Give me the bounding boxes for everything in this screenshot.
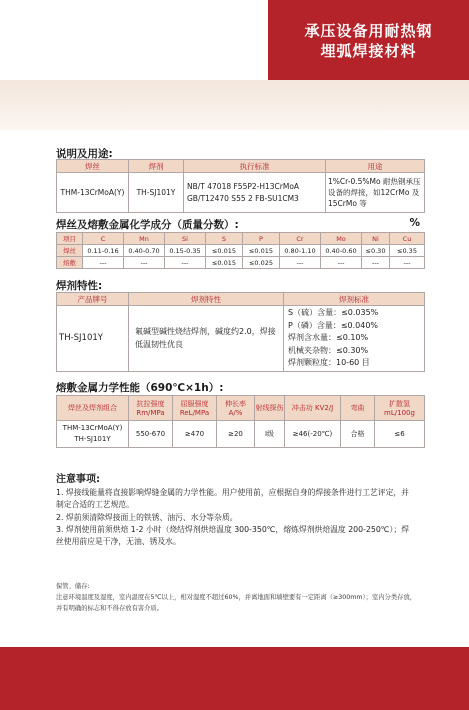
chem-header-s: S bbox=[206, 233, 243, 245]
brand-title-box bbox=[268, 0, 469, 80]
usage-purpose: 1%Cr-0.5%Mo 耐热钢承压设备的焊接，如12CrMo 及 15CrMo 等 bbox=[326, 173, 425, 213]
mech-header-impact: 冲击功 KV2/J bbox=[285, 396, 341, 421]
usage-flux: TH-SJ101Y bbox=[129, 173, 184, 213]
flux-section-title: 焊剂特性: bbox=[56, 280, 103, 292]
chem-cell: --- bbox=[280, 257, 321, 269]
chemistry-header-row bbox=[57, 233, 425, 245]
mechanical-header-row bbox=[57, 396, 425, 421]
mech-header-bend: 弯曲 bbox=[341, 396, 375, 421]
chem-header-cr: Cr bbox=[280, 233, 321, 245]
notes-section bbox=[56, 474, 416, 548]
chemistry-table bbox=[56, 232, 425, 269]
mech-combo bbox=[57, 421, 129, 448]
usage-row bbox=[57, 173, 425, 213]
flux-standard-grain: 焊剂颗粒度：10-60 目 bbox=[288, 358, 370, 368]
note-item-2: 2. 焊前须清除焊接面上的铁锈、油污、水分等杂质。 bbox=[56, 512, 238, 522]
flux-standard-inclusions: 机械夹杂物：≤0.30% bbox=[288, 345, 369, 355]
mech-header-combo: 焊丝及焊剂组合 bbox=[57, 396, 129, 421]
flux-header-name: 产品牌号 bbox=[57, 293, 129, 306]
chem-cell: --- bbox=[362, 257, 390, 269]
usage-section-title: 说明及用途: bbox=[56, 148, 113, 160]
mech-header-radiography: 射线探伤 bbox=[255, 396, 285, 421]
chemistry-row-wire bbox=[57, 245, 425, 257]
chem-header-cu: Cu bbox=[390, 233, 425, 245]
chem-cell: ≤0.35 bbox=[390, 245, 425, 257]
chem-cell: ≤0.015 bbox=[206, 257, 243, 269]
usage-header-flux: 焊剂 bbox=[129, 160, 184, 173]
usage-header-wire: 焊丝 bbox=[57, 160, 129, 173]
mech-tensile: 550-670 bbox=[129, 421, 173, 448]
chemistry-unit: % bbox=[409, 217, 420, 229]
chem-header-ni: Ni bbox=[362, 233, 390, 245]
flux-standard-s: S（硫）含量：≤0.035% bbox=[288, 308, 379, 317]
chem-cell: --- bbox=[321, 257, 362, 269]
mech-header-yield: 屈服强度 ReL/MPa bbox=[173, 396, 217, 421]
chem-cell: 熔敷 bbox=[57, 257, 83, 269]
flux-row bbox=[57, 306, 425, 372]
header-band bbox=[0, 80, 469, 130]
chem-cell: --- bbox=[124, 257, 165, 269]
chem-header-mo: Mo bbox=[321, 233, 362, 245]
storage-text: 注意环境温度及湿度，室内温度在5℃以上，相对湿度不超过60%，并离地面和墙壁要有一定距离（≥300mm）；室内分类存放，并有明确的标志和不得存放有害介质。 bbox=[56, 594, 417, 612]
chem-header-item: 项目 bbox=[57, 233, 83, 245]
flux-header-characteristic: 焊剂特性 bbox=[129, 293, 284, 306]
usage-header-purpose: 用途 bbox=[326, 160, 425, 173]
chem-cell: ≤0.015 bbox=[243, 245, 280, 257]
storage-title: 保管、储存: bbox=[56, 583, 90, 590]
chem-cell: 0.15-0.35 bbox=[165, 245, 206, 257]
mechanical-row bbox=[57, 421, 425, 448]
footer-band bbox=[0, 647, 469, 710]
chem-cell: 0.40-0.70 bbox=[124, 245, 165, 257]
mech-combo-wire: THM-13CrMoA(Y) bbox=[62, 424, 123, 432]
mech-combo-flux: TH-SJ101Y bbox=[74, 435, 111, 443]
chem-header-si: Si bbox=[165, 233, 206, 245]
chem-cell: 0.11-0.16 bbox=[83, 245, 124, 257]
flux-header-standard: 焊剂标准 bbox=[284, 293, 425, 306]
chem-cell: ≤0.025 bbox=[243, 257, 280, 269]
flux-standard-p: P（磷）含量：≤0.040% bbox=[288, 320, 379, 330]
chem-header-p: P bbox=[243, 233, 280, 245]
brand-title-line1: 承压设备用耐热钢 bbox=[304, 22, 433, 40]
chem-cell: --- bbox=[83, 257, 124, 269]
usage-standard-1: NB/T 47018 F55P2-H13CrMoA bbox=[187, 181, 300, 191]
chem-cell: --- bbox=[390, 257, 425, 269]
note-item-1: 1. 焊接线能量将直接影响焊缝金属的力学性能。用户使用前，应根据自身的焊接条件进行工艺评定，并制定合适的工艺规范。 bbox=[56, 488, 409, 510]
flux-standard-moisture: 焊剂含水量：≤0.10% bbox=[288, 333, 369, 343]
usage-standard-2: GB/T12470 S55 2 FB-SU1CM3 bbox=[187, 193, 299, 203]
usage-table bbox=[56, 159, 425, 213]
mech-elongation: ≥20 bbox=[217, 421, 255, 448]
chem-header-mn: Mn bbox=[124, 233, 165, 245]
flux-name: TH-SJ101Y bbox=[57, 306, 129, 372]
flux-standards bbox=[284, 306, 425, 372]
usage-header-standard: 执行标准 bbox=[184, 160, 326, 173]
chemistry-section-title bbox=[56, 217, 420, 232]
mech-hydrogen: ≤6 bbox=[375, 421, 425, 448]
chem-cell: 0.80-1.10 bbox=[280, 245, 321, 257]
notes-title: 注意事项: bbox=[56, 474, 100, 485]
chem-cell: --- bbox=[165, 257, 206, 269]
flux-characteristic: 氟碱型碱性烧结焊剂，碱度约2.0，焊接低温韧性优良 bbox=[129, 306, 284, 372]
chemistry-row-deposit bbox=[57, 257, 425, 269]
mech-radiography: Ⅰ级 bbox=[255, 421, 285, 448]
mech-bend: 合格 bbox=[341, 421, 375, 448]
chem-cell: 焊丝 bbox=[57, 245, 83, 257]
mech-yield: ≥470 bbox=[173, 421, 217, 448]
mech-impact: ≥46(-20℃) bbox=[285, 421, 341, 448]
usage-header-row bbox=[57, 160, 425, 173]
chem-cell: 0.40-0.60 bbox=[321, 245, 362, 257]
usage-wire: THM-13CrMoA(Y) bbox=[57, 173, 129, 213]
chem-cell: ≤0.30 bbox=[362, 245, 390, 257]
mech-header-elongation: 伸长率 A/% bbox=[217, 396, 255, 421]
flux-table bbox=[56, 292, 425, 372]
usage-standard bbox=[184, 173, 326, 213]
chemistry-title-text: 焊丝及熔敷金属化学成分（质量分数）: bbox=[56, 219, 239, 231]
mechanical-table bbox=[56, 395, 425, 448]
mechanical-section-title: 熔敷金属力学性能（690℃×1h）: bbox=[56, 382, 224, 394]
flux-header-row bbox=[57, 293, 425, 306]
brand-title-line2: 埋弧焊接材料 bbox=[320, 42, 417, 60]
chem-cell: ≤0.015 bbox=[206, 245, 243, 257]
storage-section bbox=[56, 581, 421, 614]
mech-header-hydrogen: 扩散氢 mL/100g bbox=[375, 396, 425, 421]
mech-header-tensile: 抗拉强度 Rm/MPa bbox=[129, 396, 173, 421]
note-item-3: 3. 焊剂使用前须烘焙 1-2 小时（烧结焊剂烘焙温度 300-350℃，熔炼焊剂烘焙温度 200-250℃）；焊丝使用前应是干净，无油、锈及水。 bbox=[56, 524, 410, 547]
chem-header-c: C bbox=[83, 233, 124, 245]
